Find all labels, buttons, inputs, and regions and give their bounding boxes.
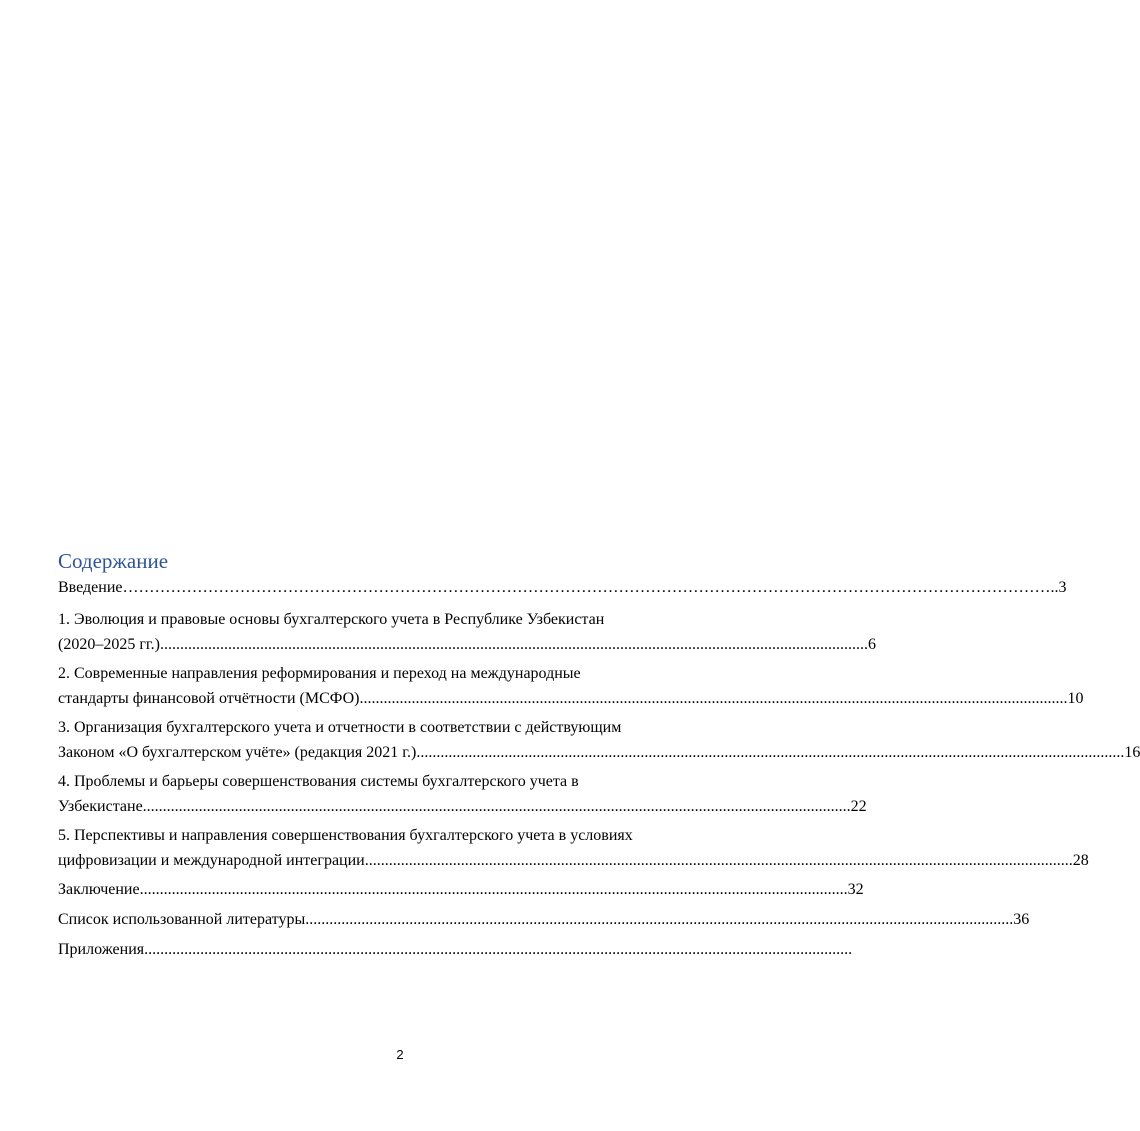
toc-entry-title-line2: Законом «О бухгалтерском учёте» (редакция 2021 г.): [58, 744, 417, 761]
toc-entry-line: [58, 576, 1067, 599]
toc-leader-dots: .................................................................................................................................................................................: [416, 744, 1125, 761]
toc-entry-title-line2: (2020–2025 гг.): [58, 636, 160, 653]
toc-leader-dots: .................................................................................................................................................................................: [364, 852, 1073, 869]
toc-entry-title-line1: 2. Современные направления реформирования и переход на международные: [58, 665, 581, 682]
toc-entry-title-line2: Узбекистане: [58, 798, 143, 815]
toc-title: Содержание: [58, 549, 169, 573]
toc-entry-title-line1: 1. Эволюция и правовые основы бухгалтерского учета в Республике Узбекистан: [58, 611, 605, 628]
toc-entry-title: Заключение: [58, 881, 140, 898]
toc-leader-dots: .................................................................................................................................................................................: [139, 881, 848, 898]
toc-page-number: 32: [847, 881, 864, 898]
toc-entry-title: Введение: [58, 579, 123, 596]
toc-page-number: 3: [1058, 579, 1067, 596]
toc-entry-title-line1: 5. Перспективы и направления совершенствования бухгалтерского учета в условиях: [58, 827, 633, 844]
toc-entry-line: [58, 878, 864, 901]
toc-entry-line: [58, 687, 1084, 710]
toc-page-number: 10: [1067, 690, 1084, 707]
toc-entry-title: Список использованной литературы: [58, 911, 306, 928]
toc-entry-line: [58, 795, 867, 818]
toc-page-number: 6: [867, 636, 876, 653]
toc-entry-title-line2: стандарты финансовой отчётности (МСФО): [58, 690, 360, 707]
toc-leader-dots: .................................................................................................................................................................................: [144, 941, 853, 958]
toc-entry-line: [58, 633, 876, 656]
toc-entry-line: [58, 741, 1140, 764]
toc-entry-line: [58, 908, 1030, 931]
toc-page-number: 22: [850, 798, 867, 815]
toc-entry-title-line2: цифровизации и международной интеграции: [58, 852, 365, 869]
toc-leader-dots: .................................................................................................................................................................................: [359, 690, 1068, 707]
toc-leader-dots: .................................................................................................................................................................................: [159, 636, 868, 653]
toc-entry-line: [58, 938, 853, 961]
toc-page-number: 16: [1124, 744, 1140, 761]
toc-leader-dots: …………………………………………………………………………………………………………………………………………………………..: [122, 579, 1059, 596]
page-number: 2: [396, 1047, 404, 1062]
toc-entry-line: [58, 849, 1089, 872]
toc-leader-dots: .................................................................................................................................................................................: [142, 798, 851, 815]
toc-page-number: 28: [1072, 852, 1089, 869]
toc-page-number: 36: [1013, 911, 1030, 928]
toc-entry-title-line1: 4. Проблемы и барьеры совершенствования системы бухгалтерского учета в: [58, 773, 579, 790]
toc-entry-title: Приложения: [58, 941, 145, 958]
toc-leader-dots: .................................................................................................................................................................................: [305, 911, 1014, 928]
toc-entry-title-line1: 3. Организация бухгалтерского учета и отчетности в соответствии с действующим: [58, 719, 622, 736]
